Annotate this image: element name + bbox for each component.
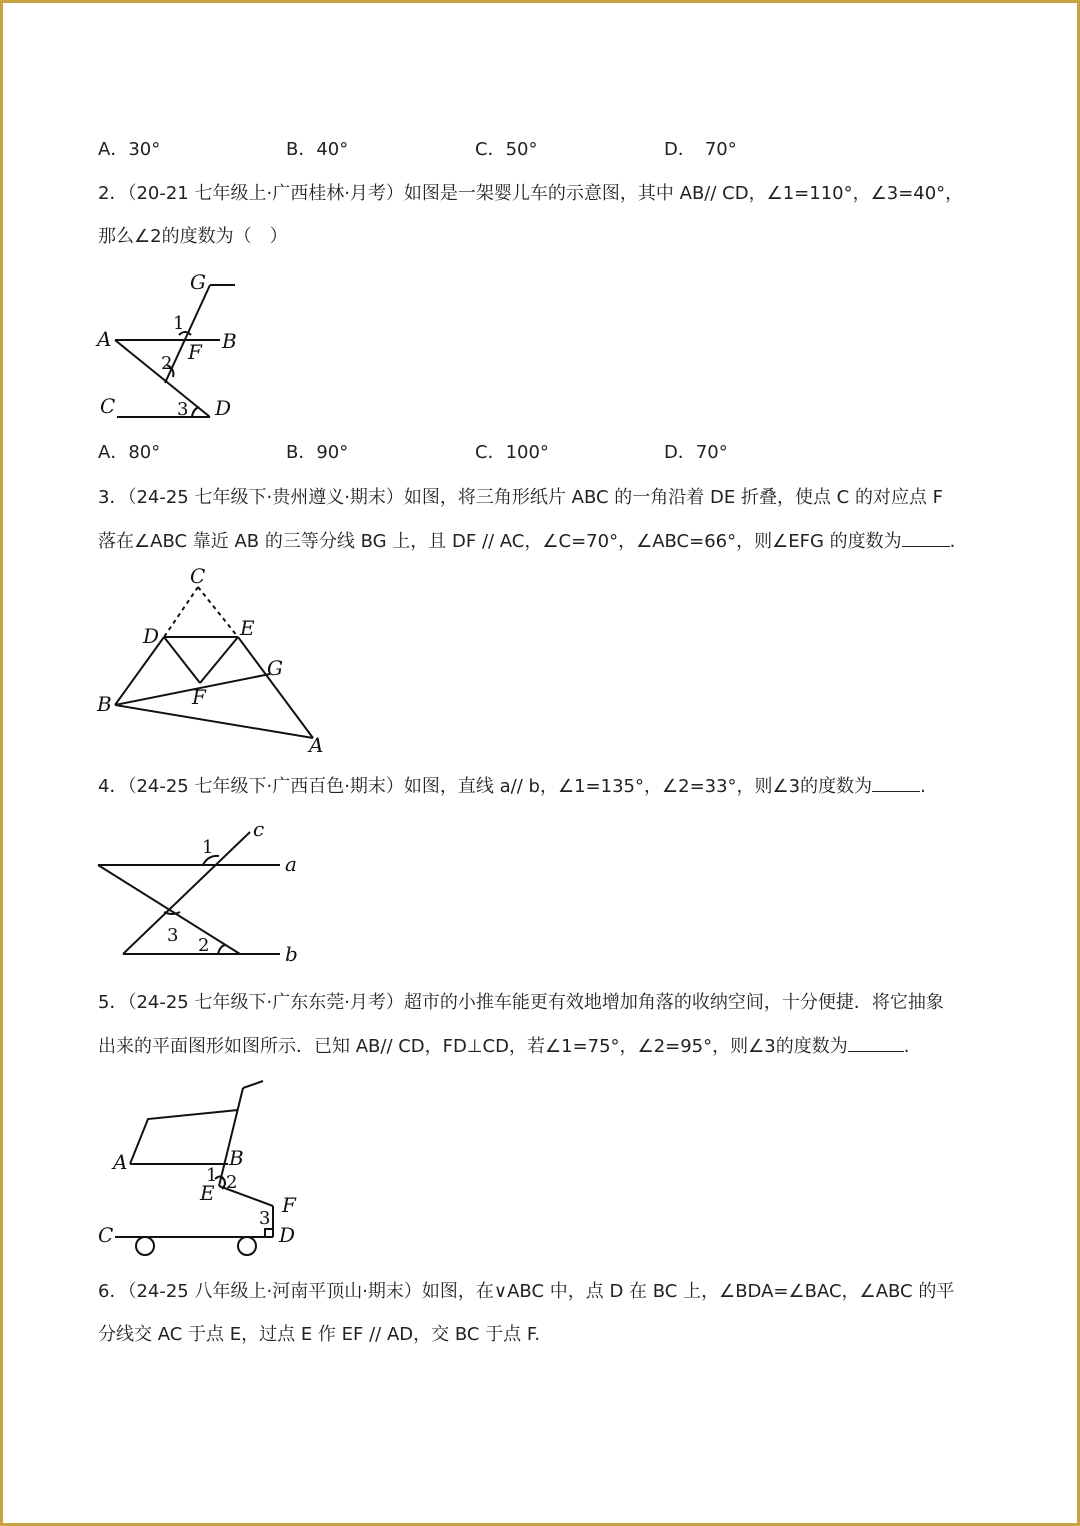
q4-stem-text: 4．（24-25 七年级下·广西百色·期末）如图，直线 a// b，∠1=135°，∠2=33°，则∠3的度数为 — [98, 776, 873, 797]
q1-option-a: A．30° — [98, 139, 161, 160]
q2-label-f: F — [188, 340, 202, 364]
q5-wheel-left — [136, 1237, 154, 1255]
q3-period: . — [949, 531, 956, 552]
q4-period: . — [920, 776, 926, 797]
q2-option-b: B．90° — [286, 442, 349, 463]
q5-label-d: D — [279, 1223, 296, 1247]
q1-option-d: D． 70° — [664, 139, 737, 160]
q4-label-b: b — [285, 942, 298, 966]
q5-label-f: F — [282, 1193, 296, 1217]
q5-angle2-arc — [222, 1177, 225, 1189]
q4-label-1: 1 — [202, 837, 214, 858]
q5-label-e: E — [200, 1181, 215, 1205]
q3-label-a: A — [309, 733, 324, 757]
q4-figure — [95, 817, 315, 970]
q3-side-ca-lower — [238, 637, 313, 738]
q3-stem-text: 落在∠ABC 靠近 AB 的三等分线 BG 上，且 DF // AC，∠C=70°，∠ABC=66°，则∠EFG 的度数为 — [98, 531, 902, 552]
q2-label-2: 2 — [161, 353, 173, 374]
q3-dashed-ce — [198, 587, 238, 637]
q4-label-2: 2 — [198, 935, 210, 956]
q6-stem-line1: 6．（24-25 八年级上·河南平顶山·期末）如图，在∨ABC 中，点 D 在 BC 上，∠BDA=∠BAC，∠ABC 的平 — [98, 1281, 955, 1302]
q5-label-3: 3 — [259, 1208, 271, 1229]
q5-label-c: C — [98, 1223, 114, 1247]
q2-label-1: 1 — [173, 313, 185, 334]
q2-stem-line2: 那么∠2的度数为（ ） — [98, 226, 288, 247]
q5-stem-text: 出来的平面图形如图所示．已知 AB// CD，FD⊥CD，若∠1=75°，∠2=95°，则∠3的度数为 — [98, 1036, 848, 1057]
q5-right-angle — [265, 1229, 273, 1237]
q5-wheel-right — [238, 1237, 256, 1255]
q5-figure — [95, 1075, 305, 1260]
q6-stem-line2: 分线交 AC 于点 E，过点 E 作 EF // AD，交 BC 于点 F. — [98, 1324, 541, 1345]
q5-label-1: 1 — [206, 1165, 218, 1186]
q4-label-c: c — [253, 817, 265, 841]
q5-stem-line2 — [98, 1033, 909, 1060]
q4-label-3: 3 — [167, 925, 179, 946]
q5-handle-tip — [243, 1081, 263, 1088]
q5-period: . — [903, 1036, 910, 1057]
q3-label-b: B — [97, 692, 112, 716]
q3-answer-blank — [902, 528, 950, 547]
q3-side-ab — [115, 705, 313, 738]
q2-label-b: B — [222, 329, 237, 353]
q3-line-ef — [200, 637, 238, 683]
q5-label-b: B — [229, 1146, 244, 1170]
q2-label-a: A — [97, 327, 112, 351]
q3-stem-line2 — [98, 528, 955, 555]
q4-answer-blank — [872, 773, 920, 792]
q2-angle3-arc — [192, 407, 199, 417]
q5-basket-top — [130, 1110, 238, 1164]
q3-label-g: G — [267, 656, 283, 680]
q1-option-b: B．40° — [286, 139, 349, 160]
q5-answer-blank — [848, 1033, 904, 1052]
q1-option-c: C．50° — [475, 139, 538, 160]
q2-option-c: C．100° — [475, 442, 549, 463]
q3-line-df — [164, 637, 200, 683]
q5-label-a: A — [113, 1150, 128, 1174]
q4-stem — [98, 773, 926, 800]
q2-option-a: A．80° — [98, 442, 161, 463]
q4-angle2-arc — [218, 945, 225, 954]
q2-label-c: C — [100, 394, 116, 418]
q2-label-g: G — [190, 270, 206, 294]
q2-stem-line1: 2．（20-21 七年级上·广西桂林·月考）如图是一架婴儿车的示意图，其中 AB// CD，∠1=110°，∠3=40°， — [98, 183, 964, 204]
q5-stem-line1: 5．（24-25 七年级下·广东东莞·月考）超市的小推车能更有效地增加角落的收纳空间，十分便捷．将它抽象 — [98, 992, 944, 1013]
q3-dashed-cd — [164, 587, 198, 637]
q5-label-2: 2 — [226, 1172, 238, 1193]
q3-label-d: D — [143, 624, 160, 648]
q2-label-3: 3 — [177, 399, 189, 420]
q3-label-c: C — [190, 564, 206, 588]
q3-stem-line1: 3．（24-25 七年级下·贵州遵义·期末）如图，将三角形纸片 ABC 的一角沿着 DE 折叠，使点 C 的对应点 F — [98, 487, 944, 508]
q3-figure — [95, 565, 335, 760]
q2-label-d: D — [215, 396, 232, 420]
q3-label-f: F — [192, 685, 206, 709]
q2-option-d: D．70° — [664, 442, 728, 463]
q4-label-a: a — [285, 852, 297, 876]
q3-label-e: E — [240, 616, 255, 640]
q2-figure — [95, 265, 255, 425]
